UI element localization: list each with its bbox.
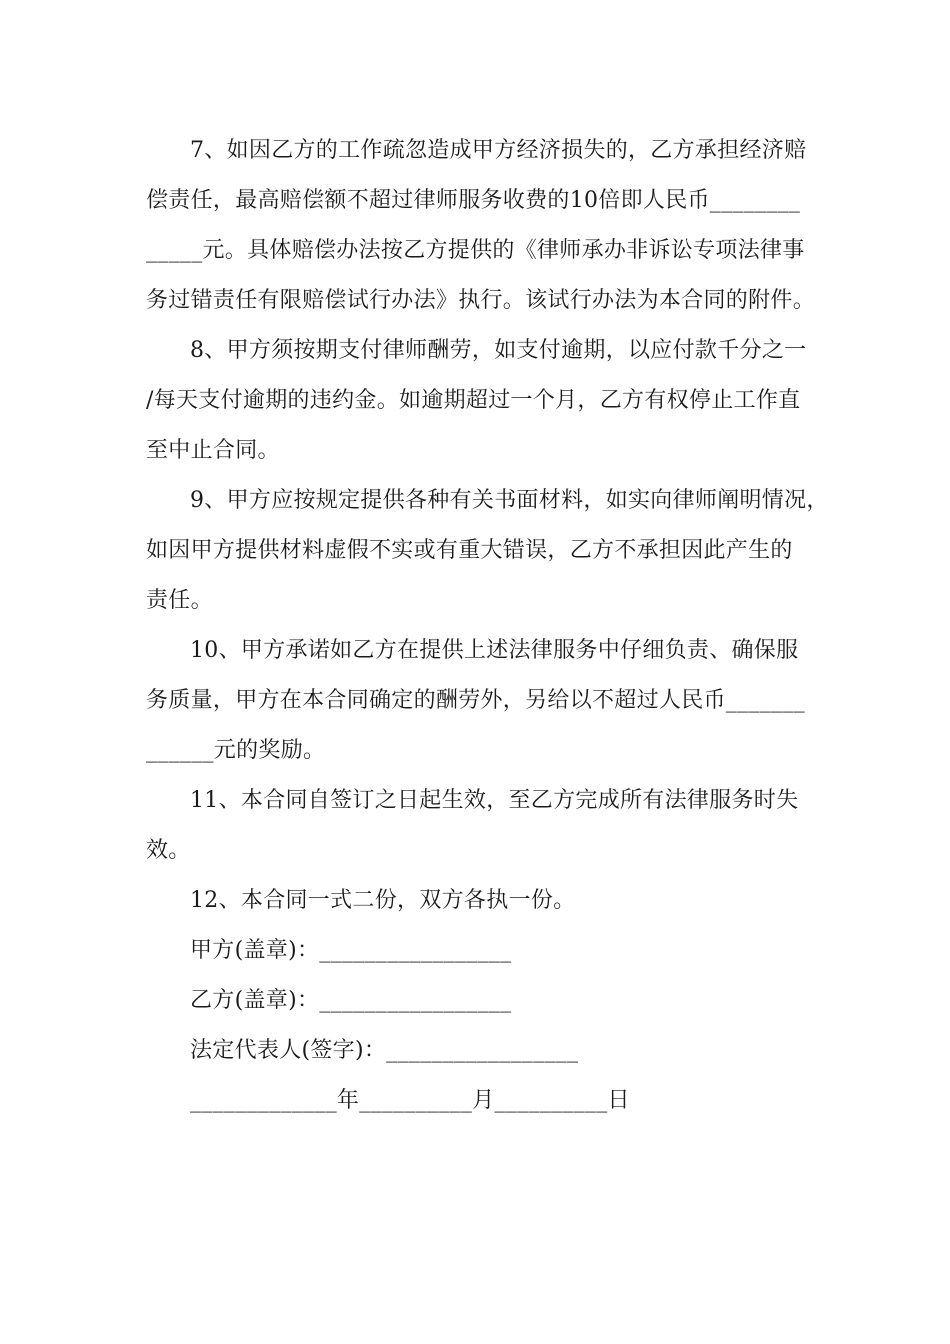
clause-9-line-2: 如因甲方提供材料虚假不实或有重大错误，乙方不承担因此产生的	[146, 538, 793, 563]
party-b-seal-line: 乙方(盖章)：_________________	[190, 988, 512, 1013]
clause-7-line-1: 7、如因乙方的工作疏忽造成甲方经济损失的，乙方承担经济赔	[190, 138, 807, 163]
clause-9-line-1: 9、甲方应按规定提供各种有关书面材料，如实向律师阐明情况，	[190, 488, 829, 513]
date-line: _____________年__________月__________日	[190, 1088, 630, 1113]
clause-11-line-2: 效。	[146, 838, 191, 863]
clause-10-line-3: ______元的奖励。	[146, 738, 326, 763]
clause-8-line-1: 8、甲方须按期支付律师酬劳，如支付逾期，以应付款千分之一	[190, 338, 807, 363]
clause-9-line-3: 责任。	[146, 588, 213, 613]
clause-10-line-2: 务质量，甲方在本合同确定的酬劳外，另给以不超过人民币_______	[146, 688, 805, 713]
clause-8-line-2: /每天支付逾期的违约金。如逾期超过一个月，乙方有权停止工作直	[146, 388, 801, 413]
clause-7-line-3: _____元。具体赔偿办法按乙方提供的《律师承办非诉讼专项法律事	[146, 238, 805, 263]
clause-7-line-2: 偿责任，最高赔偿额不超过律师服务收费的10倍即人民币________	[146, 188, 801, 213]
clause-8-line-3: 至中止合同。	[146, 438, 280, 463]
clause-10-line-1: 10、甲方承诺如乙方在提供上述法律服务中仔细负责、确保服	[190, 638, 799, 663]
clause-7-line-4: 务过错责任有限赔偿试行办法》执行。该试行办法为本合同的附件。	[146, 288, 816, 313]
clause-12-line: 12、本合同一式二份，双方各执一份。	[190, 888, 576, 913]
clause-11-line-1: 11、本合同自签订之日起生效，至乙方完成所有法律服务时失	[190, 788, 799, 813]
party-a-seal-line: 甲方(盖章)：_________________	[190, 938, 512, 963]
legal-representative-signature-line: 法定代表人(签字)：_________________	[190, 1038, 579, 1063]
